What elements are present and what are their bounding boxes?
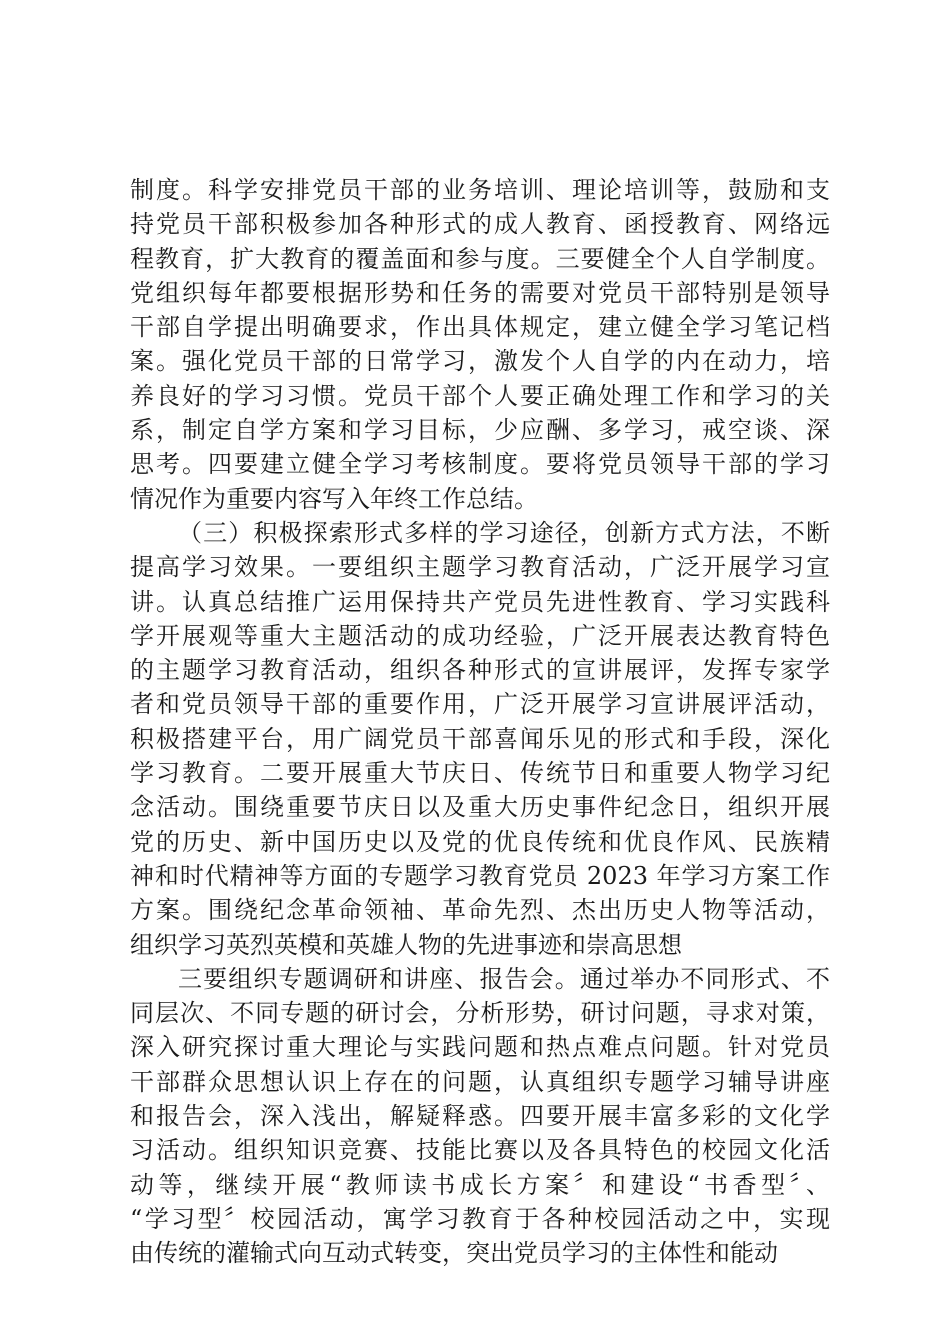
text-line: 神和时代精神等方面的专题学习教育党员 2023 年学习方案工作: [130, 861, 830, 890]
text-line: 由传统的灌输式向互动式转变，突出党员学习的主体性和能动: [130, 1239, 778, 1268]
text-line: “学习型〞校园活动，寓学习教育于各种校园活动之中，实现: [130, 1204, 830, 1233]
paragraph: [130, 516, 830, 962]
text-line: 积极搭建平台，用广阔党员干部喜闻乐见的形式和手段，深化: [130, 724, 830, 753]
text-line: 干部自学提出明确要求，作出具体规定，建立健全学习笔记档: [130, 313, 830, 342]
text-line: 养良好的学习习惯。党员干部个人要正确处理工作和学习的关: [130, 381, 830, 410]
text-line: 组织学习英烈英模和英雄人物的先进事迹和崇高思想: [130, 930, 682, 959]
text-line: 情况作为重要内容写入年终工作总结。: [130, 484, 538, 513]
text-line: 系，制定自学方案和学习目标，少应酬、多学习，戒空谈、深: [130, 416, 830, 445]
text-line: 方案。围绕纪念革命领袖、革命先烈、杰出历史人物等活动，: [130, 896, 830, 925]
text-line: 同层次、不同专题的研讨会，分析形势，研讨问题，寻求对策，: [130, 999, 830, 1028]
text-line: 案。强化党员干部的日常学习，激发个人自学的内在动力，培: [130, 347, 830, 376]
paragraph: [130, 962, 830, 1271]
text-line: 者和党员领导干部的重要作用，广泛开展学习宣讲展评活动，: [130, 690, 830, 719]
text-line: 思考。四要建立健全学习考核制度。要将党员领导干部的学习: [130, 450, 830, 479]
text-line: 学习教育。二要开展重大节庆日、传统节日和重要人物学习纪: [130, 759, 830, 788]
text-line: 党的历史、新中国历史以及党的优良传统和优良作风、民族精: [130, 827, 830, 856]
text-line: 讲。认真总结推广运用保持共产党员先进性教育、学习实践科: [130, 587, 830, 616]
text-line: 制度。科学安排党员干部的业务培训、理论培训等，鼓励和支: [130, 176, 830, 204]
text-line: 念活动。围绕重要节庆日以及重大历史事件纪念日，组织开展: [130, 793, 830, 822]
text-line: （三）积极探索形式多样的学习途径，创新方式方法，不断: [178, 518, 830, 547]
text-line: 的主题学习教育活动，组织各种形式的宣讲展评，发挥专家学: [130, 656, 830, 685]
text-line: 学开展观等重大主题活动的成功经验，广泛开展表达教育特色: [130, 621, 830, 650]
text-line: 党组织每年都要根据形势和任务的需要对党员干部特别是领导: [130, 278, 830, 307]
text-line: 干部群众思想认识上存在的问题，认真组织专题学习辅导讲座: [130, 1067, 830, 1096]
text-line: 持党员干部积极参加各种形式的成人教育、函授教育、网络远: [130, 210, 830, 239]
text-line: 三要组织专题调研和讲座、报告会。通过举办不同形式、不: [178, 964, 830, 993]
paragraph: [130, 173, 830, 516]
text-line: 动等，继续开展“教师读书成长方案〞和建设“书香型〞、: [130, 1170, 830, 1199]
text-line: 深入研究探讨重大理论与实践问题和热点难点问题。针对党员: [130, 1033, 830, 1062]
text-line: 习活动。组织知识竞赛、技能比赛以及各具特色的校园文化活: [130, 1136, 830, 1165]
text-line: 程教育，扩大教育的覆盖面和参与度。三要健全个人自学制度。: [130, 244, 830, 273]
document-body: [130, 173, 830, 1271]
text-line: 和报告会，深入浅出，解疑释惑。四要开展丰富多彩的文化学: [130, 1102, 830, 1131]
text-line: 提高学习效果。一要组织主题学习教育活动，广泛开展学习宣: [130, 553, 830, 582]
